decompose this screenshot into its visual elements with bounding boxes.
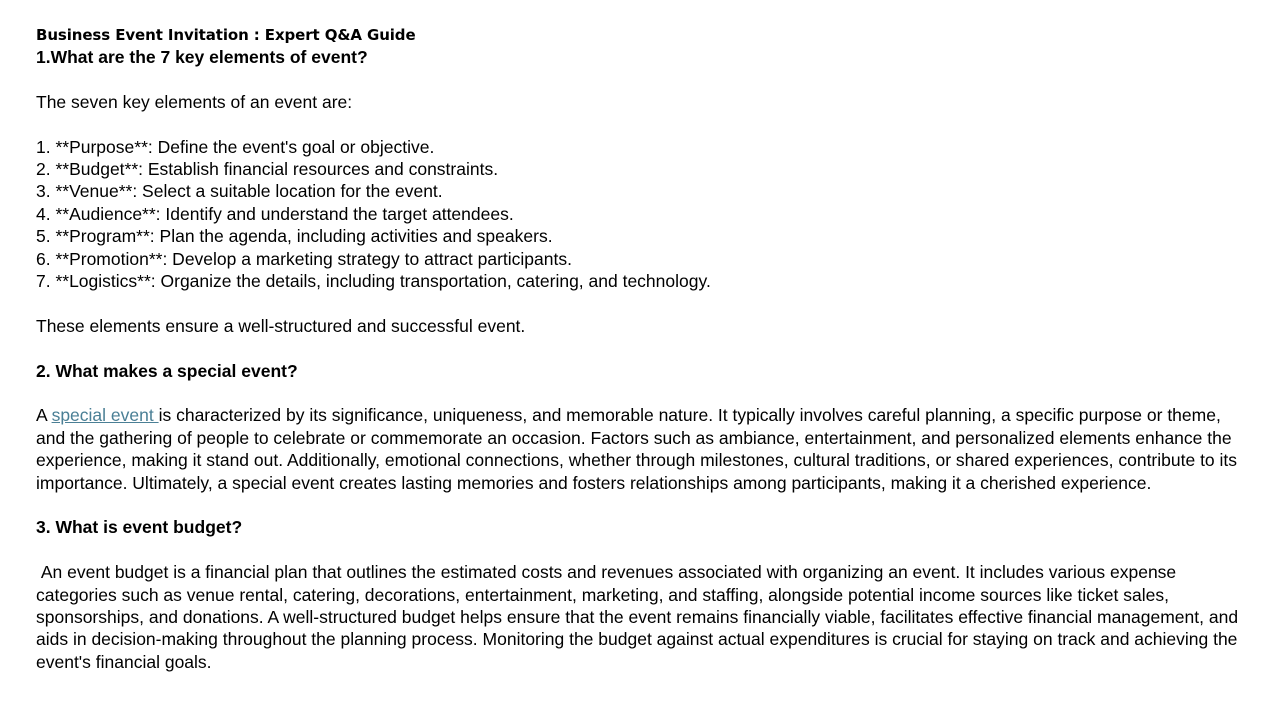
spacer bbox=[36, 113, 1246, 135]
list-item: 7. **Logistics**: Organize the details, including transportation, catering, and technology. bbox=[36, 271, 711, 292]
list-item: 6. **Promotion**: Develop a marketing strategy to attract participants. bbox=[36, 248, 572, 269]
spacer bbox=[36, 382, 1246, 404]
question-heading-1: 1.What are the 7 key elements of event? bbox=[36, 47, 368, 67]
list-item: 2. **Budget**: Establish financial resources and constraints. bbox=[36, 159, 499, 179]
question-heading-2: 2. What makes a special event? bbox=[36, 360, 298, 381]
section1-closing: These elements ensure a well-structured and successful event. bbox=[36, 315, 526, 336]
special-event-link[interactable]: special event bbox=[51, 405, 159, 426]
question-heading-3: 3. What is event budget? bbox=[36, 517, 243, 538]
section2-paragraph bbox=[36, 404, 1246, 494]
section2-lead: A bbox=[36, 405, 52, 426]
list-item: 4. **Audience**: Identify and understand the target attendees. bbox=[36, 203, 514, 224]
spacer bbox=[36, 494, 1246, 516]
key-elements-list bbox=[36, 136, 1246, 293]
spacer bbox=[36, 68, 1246, 90]
spacer bbox=[36, 292, 1246, 314]
list-item: 3. **Venue**: Select a suitable location for the event. bbox=[36, 181, 443, 202]
document-title: Business Event Invitation : Expert Q&A Guide bbox=[36, 26, 416, 44]
section2-body: is characterized by its significance, uniqueness, and memorable nature. It typically involves careful planning, a specific purpose or theme, and the gathering of people to celebrate or commemorate an occasion. Factors such as ambiance, entertainment, and personalized elements enhance the experience, making it stand out. Additionally, emotional connections, whether through milestones, cultural traditions, or shared experiences, contribute to its importance. Ultimately, a special event creates lasting memories and fosters relationships among participants, making it a cherished experience. bbox=[36, 405, 1238, 493]
document-content bbox=[36, 46, 1246, 673]
list-item: 1. **Purpose**: Define the event's goal or objective. bbox=[36, 136, 435, 157]
section3-paragraph: An event budget is a financial plan that outlines the estimated costs and revenues associated with organizing an event. It includes various expense categories such as venue rental, catering, decorations, entertainment, marketing, and staffing, alongside potential income sources like ticket sales, sponsorships, and donations. A well-structured budget helps ensure that the event remains financially viable, facilitates effective financial management, and aids in decision-making throughout the planning process. Monitoring the budget against actual expenditures is crucial for staying on track and achieving the event's financial goals. bbox=[36, 562, 1243, 672]
document-page bbox=[36, 24, 1246, 673]
spacer bbox=[36, 539, 1246, 561]
section1-intro: The seven key elements of an event are: bbox=[36, 91, 353, 112]
spacer bbox=[36, 337, 1246, 359]
list-item: 5. **Program**: Plan the agenda, including activities and speakers. bbox=[36, 226, 553, 247]
